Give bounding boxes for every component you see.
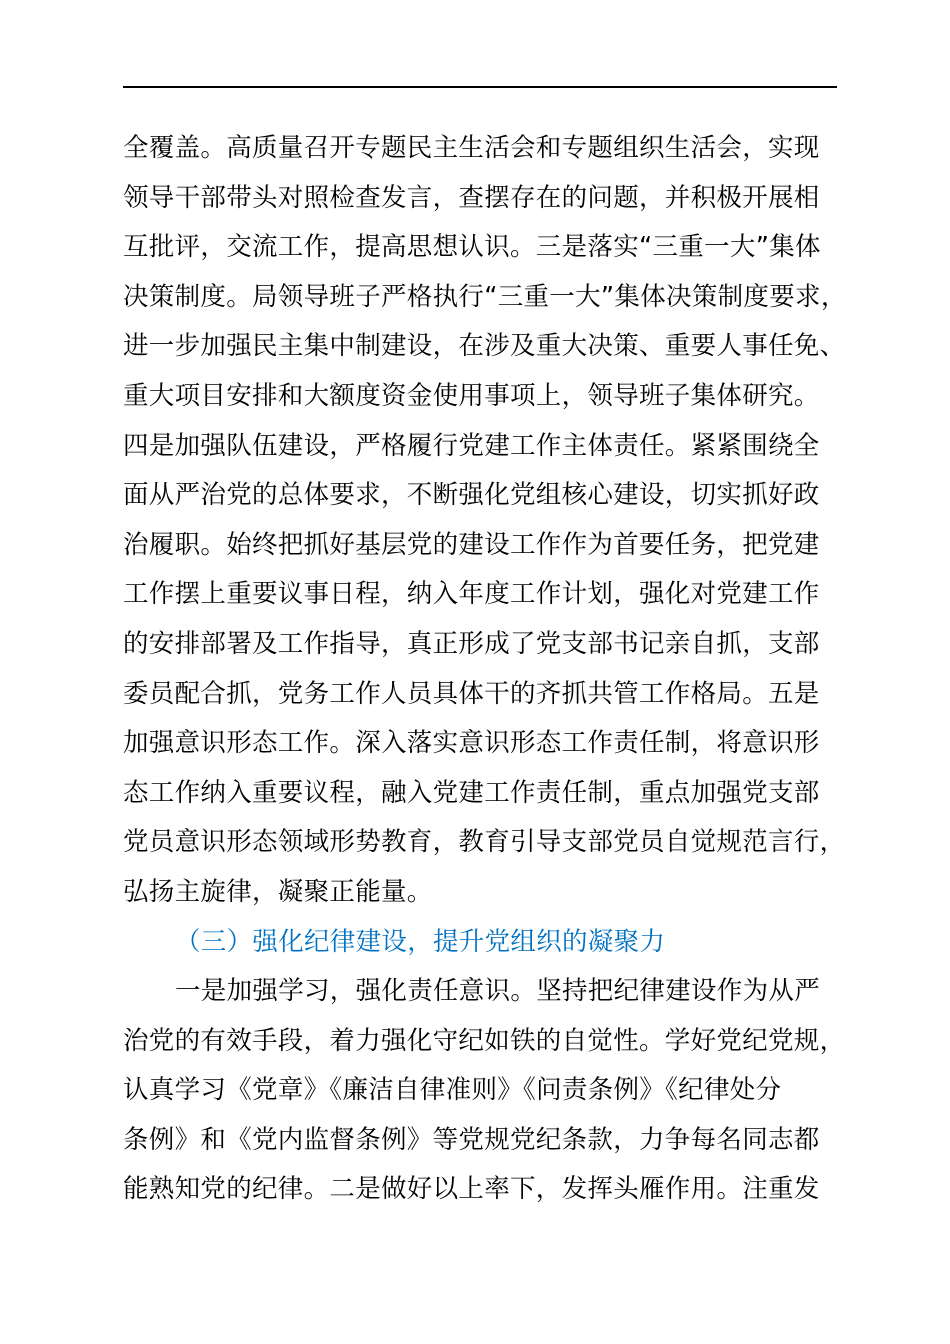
paragraph-line: 弘扬主旋律，凝聚正能量。 xyxy=(123,876,433,907)
paragraph-line: 四是加强队伍建设，严格履行党建工作主体责任。紧紧围绕全 xyxy=(123,430,820,461)
paragraph-line: 能熟知党的纪律。二是做好以上率下，发挥头雁作用。注重发 xyxy=(123,1174,820,1205)
paragraph-line: 党员意识形态领域形势教育，教育引导支部党员自觉规范言行， xyxy=(123,827,846,858)
paragraph-line: 加强意识形态工作。深入落实意识形态工作责任制，将意识形 xyxy=(123,728,820,759)
paragraph-line: 面从严治党的总体要求，不断强化党组核心建设，切实抓好政 xyxy=(123,480,820,511)
paragraph-line: 重大项目安排和大额度资金使用事项上，领导班子集体研究。 xyxy=(123,380,820,411)
paragraph-line: 委员配合抓，党务工作人员具体干的齐抓共管工作格局。五是 xyxy=(123,678,820,709)
paragraph-line: 一是加强学习，强化责任意识。坚持把纪律建设作为从严 xyxy=(175,976,821,1007)
section-heading: （三）强化纪律建设，提升党组织的凝聚力 xyxy=(175,926,666,957)
paragraph-line: 进一步加强民主集中制建设，在涉及重大决策、重要人事任免、 xyxy=(123,331,846,362)
paragraph-line: 态工作纳入重要议程，融入党建工作责任制，重点加强党支部 xyxy=(123,777,820,808)
paragraph-line: 的安排部署及工作指导，真正形成了党支部书记亲自抓，支部 xyxy=(123,628,820,659)
paragraph-line: 全覆盖。高质量召开专题民主生活会和专题组织生活会，实现 xyxy=(123,133,820,163)
header-rule xyxy=(123,86,837,88)
paragraph-line: 工作摆上重要议事日程，纳入年度工作计划，强化对党建工作 xyxy=(123,579,820,610)
paragraph-line: 治党的有效手段，着力强化守纪如铁的自觉性。学好党纪党规， xyxy=(123,1025,846,1056)
paragraph-line: 治履职。始终把抓好基层党的建设工作作为首要任务，把党建 xyxy=(123,529,820,560)
paragraph-line: 认真学习《党章》《廉洁自律准则》《问责条例》《纪律处分 xyxy=(123,1075,782,1106)
paragraph-line: 决策制度。局领导班子严格执行“三重一大”集体决策制度要求， xyxy=(123,281,847,312)
paragraph-line: 互批评，交流工作，提高思想认识。三是落实“三重一大”集体 xyxy=(123,232,821,263)
paragraph-line: 领导干部带头对照检查发言，查摆存在的问题，并积极开展相 xyxy=(123,182,820,213)
paragraph-line: 条例》和《党内监督条例》等党规党纪条款，力争每名同志都 xyxy=(123,1124,820,1155)
body-text xyxy=(123,124,863,1215)
